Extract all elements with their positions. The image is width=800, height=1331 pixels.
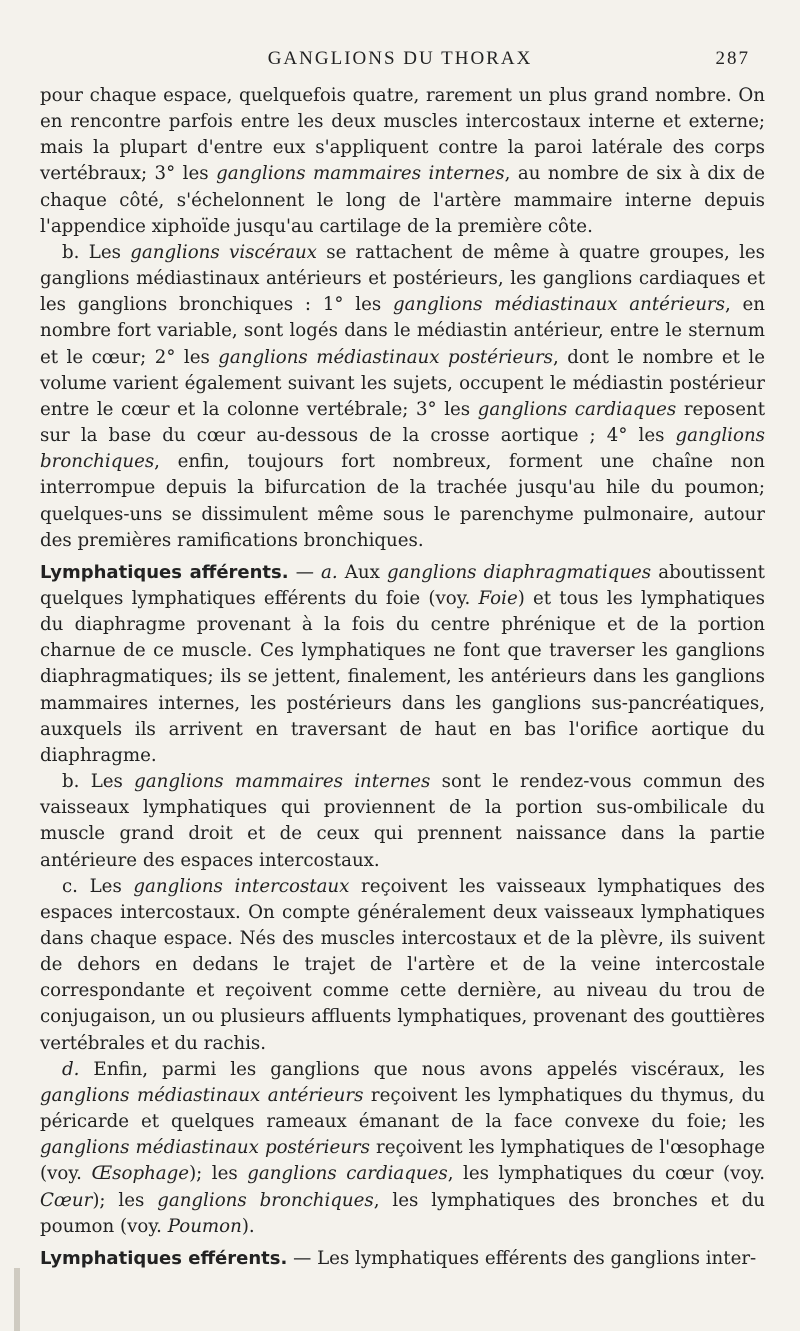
italic-term: Cœur bbox=[40, 1189, 93, 1211]
paragraph-p2 bbox=[40, 240, 765, 554]
text-run: , enfin, toujours fort nombreux, forment une chaîne non interrompue depuis la bifurcation de la trachée jusqu'au hile du poumon; quelques-uns se dissimulent même sous le parenchyme pulmonaire, autour des premières ramifications bronchiques. bbox=[40, 451, 765, 551]
italic-term: d. bbox=[62, 1058, 80, 1080]
paragraph-p1 bbox=[40, 83, 765, 240]
text-run: ) et tous les lymphatiques du diaphragme provenant à la fois du centre phrénique et de la portion charnue de ce muscle. Ces lymphatiques ne font que traverser les ganglions diaphragmatiques; ils se jettent, finalement, les antérieurs dans les ganglions mammaires internes, les postérieurs dans les ganglions sus-pancréatiques, auxquels ils arrivent en traversant de haut en bas l'orifice aortique du diaphragme. bbox=[40, 587, 765, 766]
text-run: se rattachent de même à quatre groupes, les ganglions médiastinaux antérieurs et postérieurs, les ganglions cardiaques et les ganglions bronchiques : 1° les bbox=[40, 241, 765, 316]
italic-term: ganglions médiastinaux antérieurs bbox=[392, 294, 725, 316]
text-run: — Les lymphatiques efférents des ganglions inter- bbox=[287, 1247, 757, 1269]
paragraph-p3 bbox=[40, 560, 765, 769]
page-number: 287 bbox=[715, 48, 750, 69]
paragraph-p6 bbox=[40, 1057, 765, 1240]
running-title: GANGLIONS DU THORAX bbox=[267, 48, 533, 69]
italic-term: ganglions bronchiques bbox=[157, 1189, 374, 1211]
italic-term: a. bbox=[321, 561, 338, 583]
text-run: , les lymphatiques des bronches et du poumon (voy. bbox=[40, 1189, 765, 1237]
text-run: reçoivent les lymphatiques de l'œsophage (voy. bbox=[40, 1137, 765, 1185]
text-run: b. Les bbox=[62, 241, 131, 263]
text-run: , en nombre fort variable, sont logés dans le médiastin antérieur, entre le sternum et le cœur; 2° les bbox=[40, 294, 765, 368]
section-heading: Lymphatiques afférents. bbox=[40, 561, 289, 583]
text-run: ); les bbox=[189, 1163, 248, 1185]
text-run: sont le rendez-vous commun des vaisseaux lymphatiques qui proviennent de la portion sus-ombilicale du muscle grand droit et de ceux qui prennent naissance dans la partie antérieure des espaces intercostaux. bbox=[40, 771, 765, 871]
text-run: c. Les bbox=[62, 875, 134, 897]
italic-term: ganglions bronchiques bbox=[40, 425, 765, 473]
text-run: , les lymphatiques du cœur (voy. bbox=[447, 1163, 765, 1185]
text-run: ); les bbox=[92, 1189, 158, 1211]
running-head bbox=[40, 48, 760, 78]
text-run: aboutissent quelques lymphatiques efférents du foie (voy. bbox=[40, 561, 765, 609]
italic-term: ganglions cardiaques bbox=[247, 1163, 448, 1185]
italic-term: Œsophage bbox=[91, 1163, 190, 1185]
italic-term: Poumon bbox=[167, 1215, 242, 1237]
italic-term: ganglions mammaires internes bbox=[216, 163, 505, 185]
text-run: Aux bbox=[337, 561, 388, 583]
paragraph-p5 bbox=[40, 874, 765, 1057]
italic-term: ganglions médiastinaux postérieurs bbox=[40, 1137, 370, 1159]
italic-term: ganglions intercostaux bbox=[133, 875, 350, 897]
text-run: reçoivent les vaisseaux lymphatiques des espaces intercostaux. On compte généralement deux vaisseaux lymphatiques dans chaque espace. Nés des muscles intercostaux et de la plèvre, ils suivent de dehors en dedans le trajet de l'artère et de la veine intercostale correspondante et reçoivent comme cette dernière, au niveau du trou de conjugaison, un ou plusieurs affluents lymphatiques, provenant des gouttières vertébrales et du rachis. bbox=[40, 875, 765, 1054]
text-run: pour chaque espace, quelquefois quatre, rarement un plus grand nombre. On en rencontre parfois entre les deux muscles intercostaux interne et externe; mais la plupart d'entre eux s'appliquent contre la paroi latérale des corps vertébraux; 3° les bbox=[40, 85, 765, 185]
text-run: Enfin, parmi les ganglions que nous avons appelés viscéraux, les bbox=[79, 1058, 765, 1080]
text-run: ). bbox=[241, 1215, 255, 1237]
page-edge-mark bbox=[14, 1268, 20, 1331]
italic-term: ganglions diaphragmatiques bbox=[387, 561, 652, 583]
text-run: — bbox=[288, 561, 322, 583]
section-heading: Lymphatiques efférents. bbox=[40, 1247, 288, 1269]
body-text bbox=[40, 83, 765, 1272]
paragraph-p4 bbox=[40, 769, 765, 874]
italic-term: ganglions médiastinaux antérieurs bbox=[40, 1084, 364, 1106]
italic-term: ganglions cardiaques bbox=[477, 398, 677, 420]
text-run: b. Les bbox=[62, 771, 135, 793]
italic-term: ganglions médiastinaux postérieurs bbox=[218, 346, 554, 368]
text-run: reposent sur la base du cœur au-dessous de la crosse aortique ; 4° les bbox=[40, 398, 765, 447]
paragraph-p7 bbox=[40, 1246, 765, 1272]
text-run: , au nombre de six à dix de chaque côté, s'échelonnent le long de l'artère mammaire interne depuis l'appendice xiphoïde jusqu'au cartilage de la première côte. bbox=[40, 163, 765, 237]
text-run: reçoivent les lymphatiques du thymus, du péricarde et quelques rameaux émanant de la face convexe du foie; les bbox=[40, 1084, 765, 1133]
italic-term: Foie bbox=[478, 587, 518, 609]
italic-term: ganglions mammaires internes bbox=[134, 771, 431, 793]
text-run: , dont le nombre et le volume varient également suivant les sujets, occupent le médiastin postérieur entre le cœur et la colonne vertébrale; 3° les bbox=[40, 346, 765, 420]
italic-term: ganglions viscéraux bbox=[130, 241, 317, 263]
